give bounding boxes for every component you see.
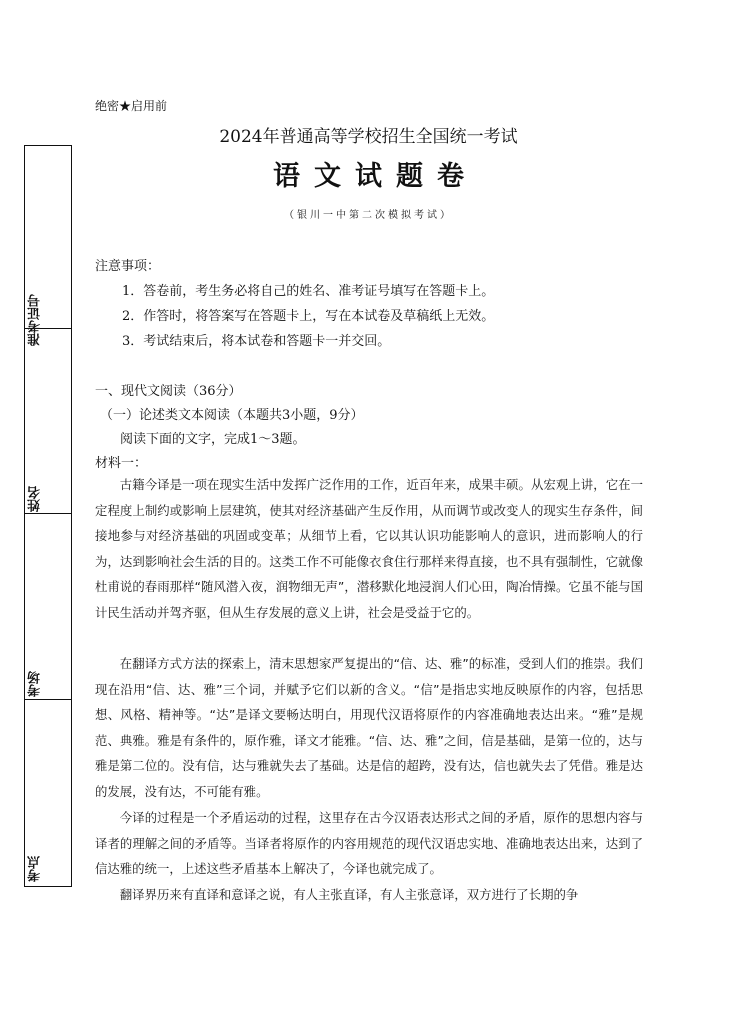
exam-site-label: 考点 (28, 856, 43, 882)
paper-subtitle: （银川一中第二次模拟考试） (284, 210, 453, 221)
reading-instruction: 阅读下面的文字，完成1～3题。 (120, 432, 306, 447)
exam-room-label: 考场 (28, 671, 43, 697)
notice-heading: 注意事项： (95, 259, 161, 274)
notice-item: 2．作答时，将答案写在答题卡上，写在本试卷及草稿纸上无效。 (122, 309, 495, 324)
body-paragraph: 今译的过程是一个矛盾运动的过程，这里存在古今汉语表达形式之间的矛盾，原作的思想内容与译者的理解之间的矛盾等。当译者将原作的内容用规范的现代汉语忠实地、准确地表达出来，达到了信达雅的统一，上述这些矛盾基本上解决了，今译也就完成了。 (95, 810, 643, 877)
notice-item: 1．答卷前，考生务必将自己的姓名、准考证号填写在答题卡上。 (122, 284, 495, 299)
body-paragraph: 翻译界历来有直译和意译之说，有人主张直译，有人主张意译，双方进行了长期的争 (119, 887, 579, 902)
body-paragraph: 古籍今译是一项在现实生活中发挥广泛作用的工作，近百年来，成果丰硕。从宏观上讲，它在一定程度上制约或影响上层建筑，使其对经济基础产生反作用，从而调节或改变人的现实生存条件，间接地参与对经济基础的巩固或变革；从细节上看，它以其认识功能影响人的意识，进而影响人的行为，达到影响社会生活的目的。这类工作不可能像衣食住行那样来得直接，也不具有强制性，它就像杜甫说的春雨那样“随风潜入夜，润物细无声”，潜移默化地浸润人们心田，陶冶情操。它虽不能与国计民生活动并驾齐驱，但从生存发展的意义上讲，社会是受益于它的。 (95, 477, 643, 620)
notice-item: 3．考试结束后，将本试卷和答题卡一并交回。 (122, 334, 391, 349)
name-label: 姓名 (28, 486, 43, 512)
paper-title: 语文试题卷 (273, 161, 478, 192)
confidential-mark: 绝密★启用前 (95, 99, 168, 113)
material-label: 材料一： (95, 456, 148, 471)
body-paragraph: 在翻译方式方法的探索上，清末思想家严复提出的“信、达、雅”的标准，受到人们的推崇。我们现在沿用“信、达、雅”三个词，并赋予它们以新的含义。“信”是指忠实地反映原作的内容，包括思想、风格、精神等。“达”是译文要畅达明白，用现代汉语将原作的内容准确地表达出来。“雅”是规范、典雅。雅是有条件的，原作雅，译文才能雅。“信、达、雅”之间，信是基础，是第一位的，达与雅是第二位的。没有信，达与雅就失去了基础。达是信的超跨，没有达，信也就失去了凭借。雅是达的发展，没有达，不可能有雅。 (95, 656, 643, 799)
exam-title: 2024年普通高等学校招生全国统一考试 (219, 127, 518, 147)
binding-strip (24, 145, 72, 887)
subsection-title: （一）论述类文本阅读（本题共3小题，9分） (100, 408, 364, 423)
section-title: 一、现代文阅读（36分） (95, 384, 242, 399)
exam-number-label: 准考证号 (28, 294, 43, 346)
